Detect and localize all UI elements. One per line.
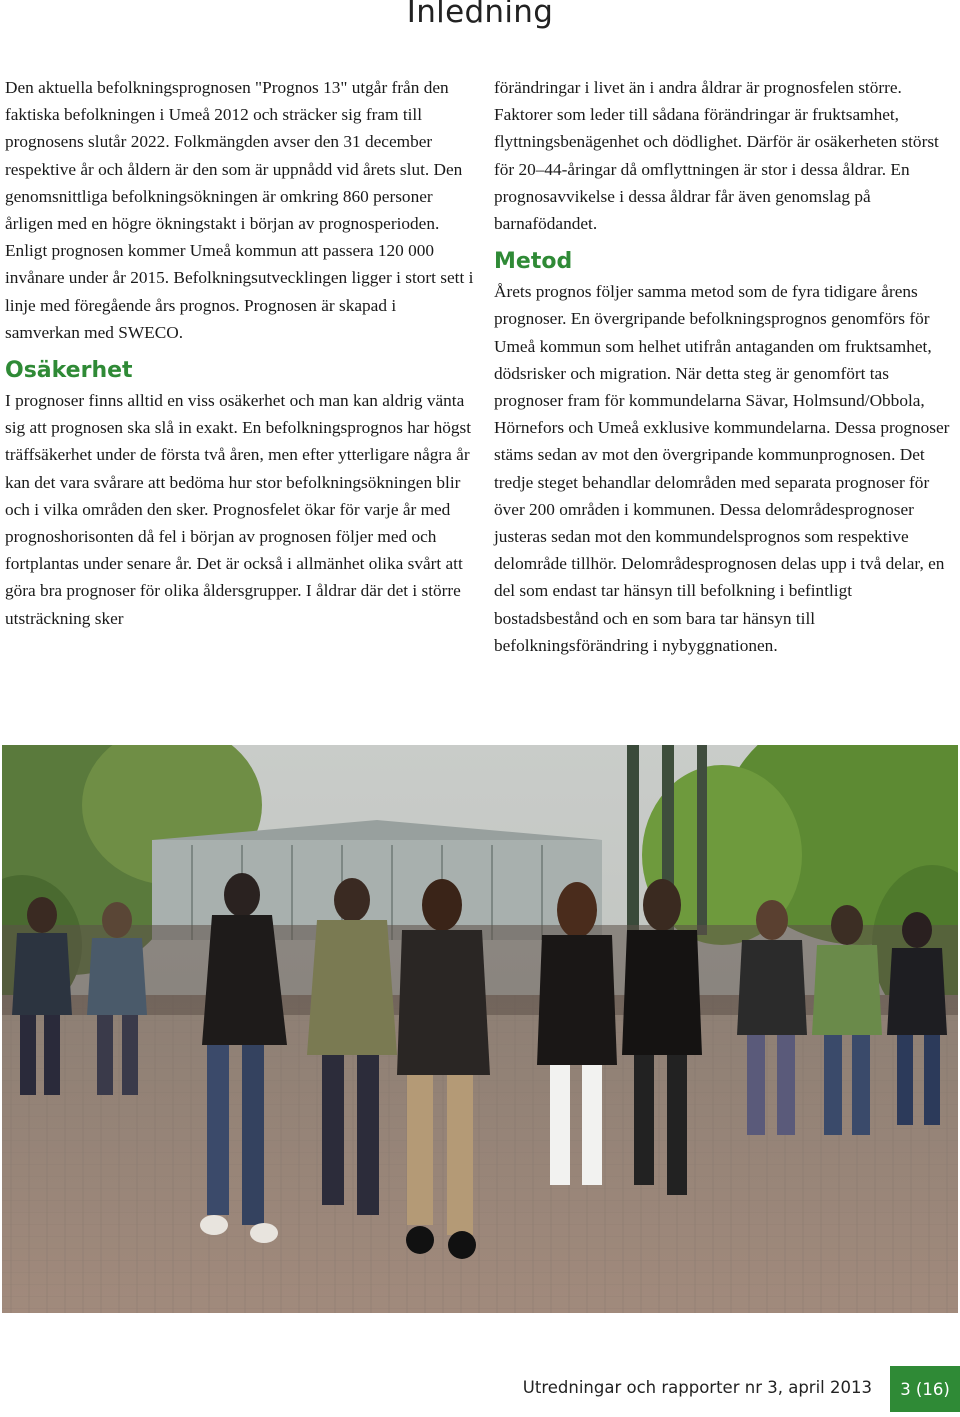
uncertainty-heading: Osäkerhet [5,358,133,384]
right-column [494,74,956,659]
left-column [5,74,475,632]
page-number-badge: 3 (16) [890,1366,960,1412]
street-crowd-photo [2,745,958,1313]
method-paragraph: Årets prognos följer samma metod som de fyra tidigare årens prognoser. En övergripande befolkningsprognos genomförs för Umeå kommun som helhet utifrån antaganden om fruktsamhet, dödsrisker och migration. När detta steg är genomfört tas prognoser fram för kommundelarna Sävar, Holmsund/Obbola, Hörnefors och Umeå exklusive kommundelarna. Dessa prognoser stäms sedan av mot den övergripande kommunprognosen. Det tredje steget behandlar delområden med separata prognoser för över 200 områden i kommunen. Dessa delområdesprognoser justeras sedan mot den kommundelsprognos som respektive delområde tillhör. Delområdesprognosen delas upp i två delar, en del som endast tar hänsyn till befolkning i befintligt bostadsbestånd och en som bara tar hänsyn till befolkningsförändring i nybyggnationen. [494,282,950,655]
method-heading: Metod [494,249,573,275]
footer-publication: Utredningar och rapporter nr 3, april 2013 [522,1378,872,1397]
page-title: Inledning [406,0,554,30]
uncertainty-paragraph: I prognoser finns alltid en viss osäkerhet och man kan aldrig vänta sig att prognosen ska slå in exakt. En befolkningsprognos har högst träffsäkerhet under de första två åren, men efter ytterligare några år kan det vara svårare att bedöma hur stor befolkningsökningen blir och i vilka områden den sker. Prognosfelet ökar för varje år med prognoshorisonten då fel i början av prognosen följer med och fortplantas under senare år. Det är också i allmänhet olika svårt att göra bra prognoser för olika åldersgrupper. I åldrar där det i större utsträckning sker [5,391,472,628]
continuation-paragraph: förändringar i livet än i andra åldrar är prognosfelen större. Faktorer som leder till sådana förändringar är fruktsamhet, flyttningsbenägenhet och dödlighet. Därför är osäkerheten störst för 20–44-åringar då omflyttningen är stor i dessa åldrar. En prognosavvikelse i dessa åldrar får även genomslag på barnafödandet. [494,78,939,234]
intro-paragraph: Den aktuella befolkningsprognosen "Prognos 13" utgår från den faktiska befolkningen i Umeå 2012 och sträcker sig fram till prognosens slutår 2022. Folkmängden avser den 31 december respektive år och åldern är den som är uppnådd vid årets slut. Den genomsnittliga befolkningsökningen är omkring 860 personer årligen med en högre ökningstakt i början av prognosperioden. Enligt prognosen kommer Umeå kommun att passera 120 000 invånare under år 2015. Befolkningsutvecklingen ligger i stort sett i linje med föregående års prognos. Prognosen är skapad i samverkan med SWECO. [5,78,474,342]
